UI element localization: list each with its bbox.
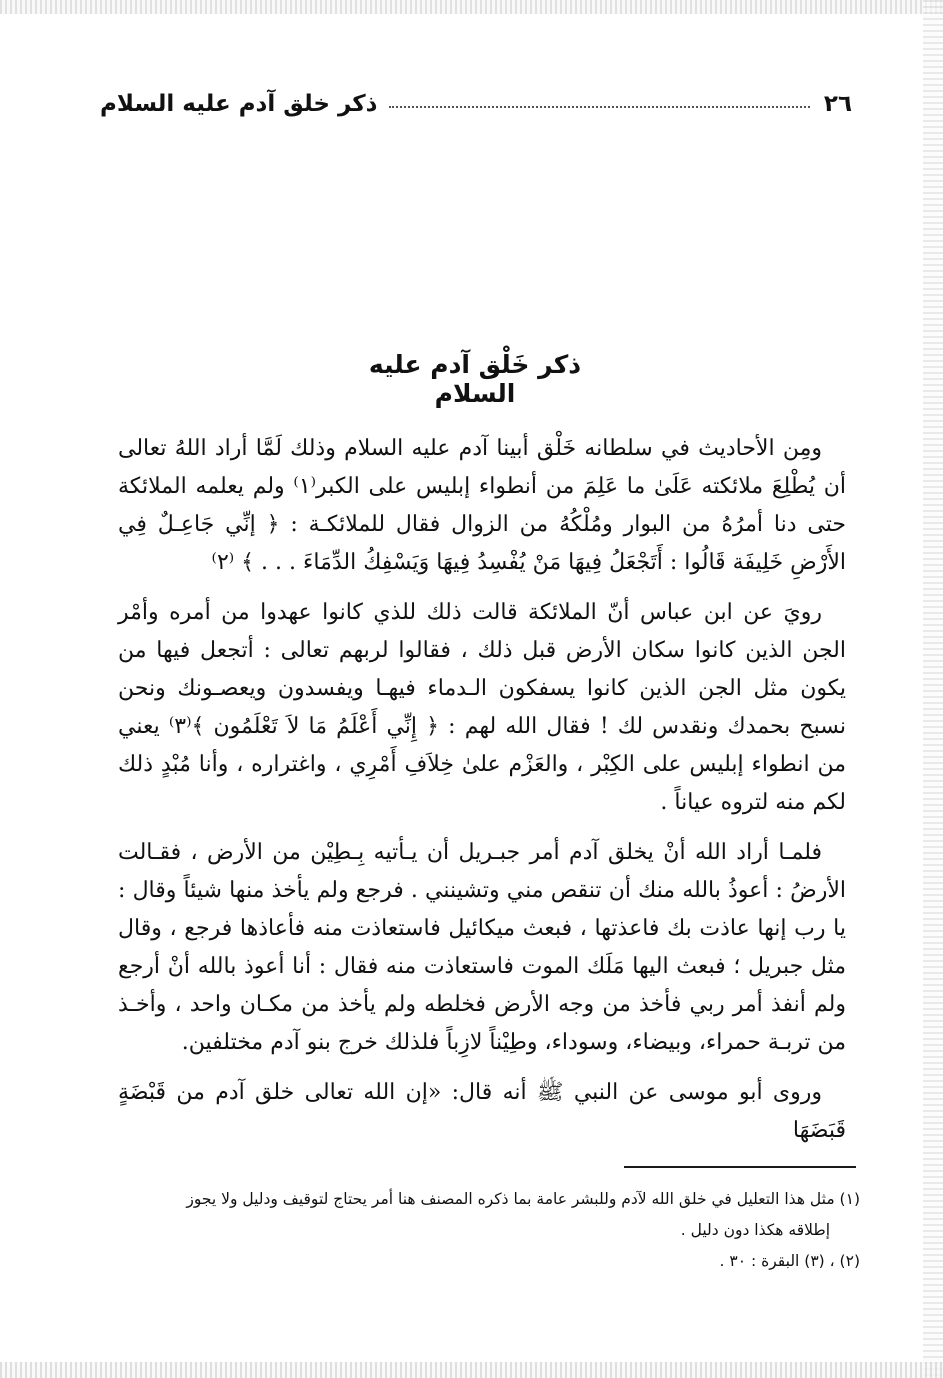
paragraph-earth-clay: فلمـا أراد الله أنْ يخلق آدم أمر جبـريل أن يـأتيه بِـطِيْن من الأرض ، فقـالت الأرضُ : أعوذُ بالله منك أن تنقص مني وتشينني . فرجع ولم يأخذ منها شيئاً وقال : يا رب إنها عاذت بك فاعذتها ، فبعث ميكائيل فاستعاذت منه فأعاذها فرجع ، وقال مثل جبريل ؛ فبعث اليها مَلَك الموت فاستعاذت منه فقال : أنا أعوذ بالله أنْ أرجع ولم أنفذ أمر ربي فأخذ من وجه الأرض فخلطه ولم يأخذ من مكـان واحد ، وأخـذ من تربـة حمراء، وبيضاء، وسوداء، وطِيْناً لازِباً فلذلك خرج بنو آدم مختلفين. bbox=[118, 840, 846, 1055]
footnote-1-continuation: إطلاقه هكذا دون دليل . bbox=[680, 1221, 830, 1239]
paragraph-ibn-abbas: رويَ عن ابن عباس أنّ الملائكة قالت ذلك للذي كانوا عهدوا من أمره وأمْر الجن الذين كانوا سكان الأرض قبل ذلك ، فقالوا لربهم تعالى : أتجعل فيها من يكون مثل الجن الذين كانوا يسفكون الـدماء فيهـا ويفسدون ويعصـونك ونحن نسبح بحمدك ونقدس لك ! فقال الله لهم : ﴿ إِنِّي أَعْلَمُ مَا لاَ تَعْلَمُون ﴾⁽٣⁾ يعني من انطواء إبليس على الكِبْر ، والعَزْم علىٰ خِلاَفِ أَمْرِي ، واغتراره ، وأنا مُبْدٍ ذلك لكم منه لتروه عياناً . bbox=[118, 600, 846, 815]
paragraph-abu-musa: وروى أبو موسى عن النبي ﷺ أنه قال: «إن الله تعالى خلق آدم من قَبْضَةٍ قَبَضَهَا bbox=[118, 1080, 846, 1143]
footnote-2-3: (٢) ، (٣) البقرة : ٣٠ . bbox=[719, 1252, 860, 1270]
running-header bbox=[100, 86, 852, 122]
footnote-1: (١) مثل هذا التعليل في خلق الله لآدم وللبشر عامة بما ذكره المصنف هنا أمر يحتاج لتوقيف ودليل ولا يجوز bbox=[186, 1190, 860, 1208]
running-header-title: ذكر خلق آدم عليه السلام bbox=[100, 91, 378, 117]
page-number: ٢٦ bbox=[823, 91, 852, 117]
footnote-separator bbox=[624, 1166, 856, 1168]
footnotes bbox=[118, 1184, 860, 1277]
chapter-heading: ذكر خَلْق آدم عليه السلام bbox=[368, 349, 582, 408]
header-dot-leader bbox=[389, 106, 809, 108]
main-text bbox=[118, 430, 846, 1162]
paragraph-creation-intro: ومِن الأحاديث في سلطانه خَلْق أبينا آدم عليه السلام وذلك لَمَّا أراد اللهُ تعالى أن يُطْلِعَ ملائكته عَلَىٰ ما عَلِمَ من أنطواء إبليس على الكبر⁽١⁾ ولم يعلمه الملائكة حتى دنا أمرُهُ من البوار ومُلْكُهُ من الزوال فقال للملائكـة : ﴿ إنِّي جَاعِـلٌ فِي الأَرْضِ خَلِيفَة قَالُوا : أَتَجْعَلُ فِيهَا مَنْ يُفْسِدُ فِيهَا وَيَسْفِكُ الدِّمَاءَ . . . ﴾ ⁽٢⁾ bbox=[118, 436, 846, 575]
